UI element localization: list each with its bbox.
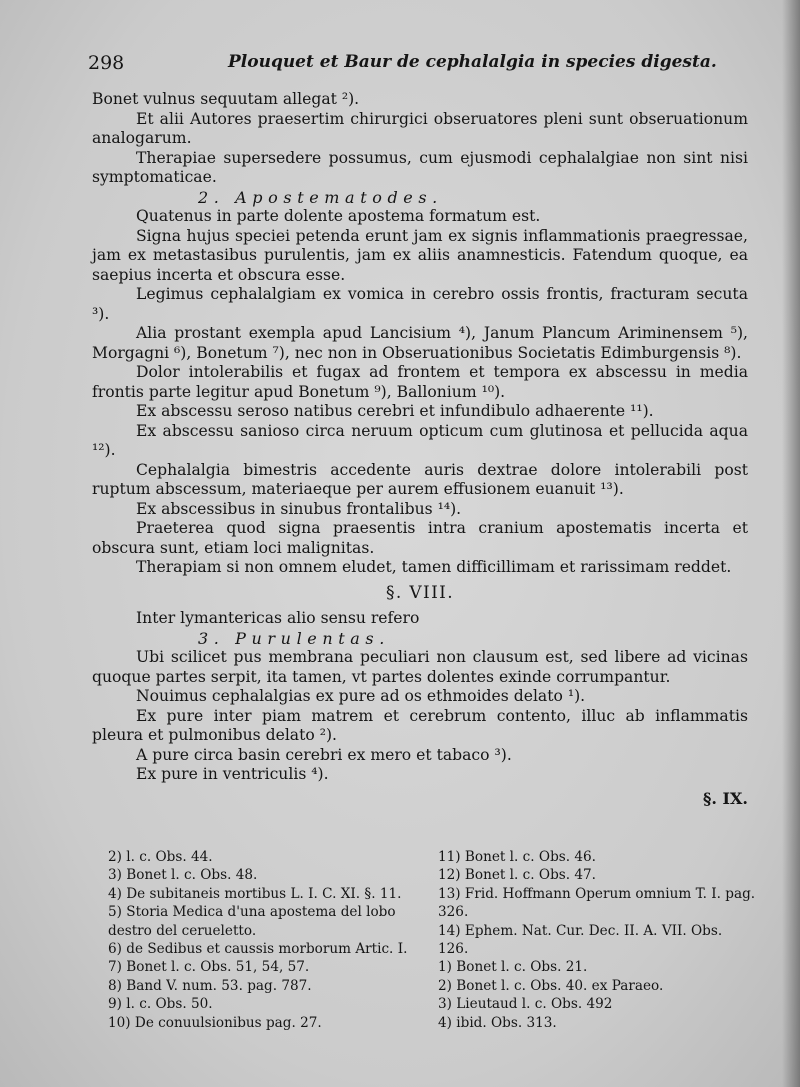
paragraph: A pure circa basin cerebri ex mero et tabaco ³). [136, 745, 512, 764]
paragraph: Et alii Autores praesertim chirurgici obseruatores pleni sunt obseruationum analogarum. [92, 109, 748, 147]
footnote: 10) De conuulsionibus pag. 27. [108, 1014, 322, 1031]
paragraph: Legimus cephalalgiam ex vomica in cerebro ossis frontis, fracturam secuta ³). [92, 285, 748, 323]
footnote: 3) Lieutaud l. c. Obs. 492 [438, 996, 613, 1013]
section-title: 2. Apostematodes. [198, 187, 443, 207]
footnote: 4) ibid. Obs. 313. [438, 1014, 557, 1031]
paragraph: Alia prostant exempla apud Lancisium ⁴), Janum Plancum Ariminensem ⁵), Morgagni ⁶), Bonetum ⁷), nec non in Obseruationibus Societatis Edimburgensis ⁸). [92, 324, 748, 362]
paragraph: Therapiae supersedere possumus, cum ejusmodi cephalalgiae non sint nisi symptomaticae. [92, 148, 748, 186]
body-text [92, 90, 748, 808]
footnotes [108, 848, 756, 1038]
page-header [88, 52, 760, 82]
footnote: 14) Ephem. Nat. Cur. Dec. II. A. VII. Obs. 126. [438, 922, 723, 958]
paragraph: Bonet vulnus sequutam allegat ²). [92, 90, 360, 108]
page-number: 298 [88, 52, 125, 74]
paragraph: Signa hujus speciei petenda erunt jam ex signis inflammationis praegressae, jam ex metastasibus purulentis, jam ex aliis anamnesticis. Fatendum quoque, ea saepius incerta et obscura esse. [92, 226, 748, 284]
paragraph: Inter lymantericas alio sensu refero [136, 609, 420, 627]
section-mark: §. VIII. [385, 582, 454, 603]
footnote: 6) de Sedibus et caussis morborum Artic. I. [108, 941, 408, 958]
paragraph: Ex abscessu seroso natibus cerebri et infundibulo adhaerente ¹¹). [136, 402, 654, 420]
running-title: Plouquet et Baur de cephalalgia in species digesta. [228, 52, 717, 72]
footnote: 9) l. c. Obs. 50. [108, 996, 213, 1013]
paragraph: Dolor intolerabilis et fugax ad frontem et tempora ex abscessu in media frontis parte legitur apud Bonetum ⁹), Ballonium ¹⁰). [92, 363, 748, 401]
footnotes-right-column [438, 848, 756, 1032]
footnote: 12) Bonet l. c. Obs. 47. [438, 867, 597, 884]
paragraph: Cephalalgia bimestris accedente auris dextrae dolore intolerabili post ruptum abscessum, materiaeque per aurem effusionem euanuit ¹³). [92, 460, 748, 498]
paragraph: Ex abscessibus in sinubus frontalibus ¹⁴). [136, 499, 462, 518]
paragraph: Ex pure in ventriculis ⁴). [136, 765, 329, 783]
page-edge-shadow [782, 0, 800, 1087]
footnote: 13) Frid. Hoffmann Operum omnium T. I. pag. 326. [438, 885, 756, 921]
section-title: 3. Purulentas. [198, 628, 390, 648]
paragraph: Ex abscessu sanioso circa neruum opticum cum glutinosa et pellucida aqua ¹²). [92, 421, 748, 459]
footnote: 1) Bonet l. c. Obs. 21. [438, 959, 588, 976]
footnote: 2) l. c. Obs. 44. [108, 849, 213, 865]
footnote: 2) Bonet l. c. Obs. 40. ex Paraeo. [438, 977, 664, 994]
paragraph: Therapiam si non omnem eludet, tamen difficillimam et rarissimam reddet. [136, 558, 732, 576]
footnote: 5) Storia Medica d'una apostema del lobo destro del cerueletto. [108, 904, 396, 939]
footnote: 11) Bonet l. c. Obs. 46. [438, 849, 597, 865]
section-mark-next: §. IX. [703, 788, 748, 808]
paragraph: Praeterea quod signa praesentis intra cranium apostematis incerta et obscura sunt, etiam loci malignitas. [92, 519, 748, 557]
paragraph: Ex pure inter piam matrem et cerebrum contento, illuc ab inflammatis pleura et pulmonibus delato ²). [92, 706, 748, 744]
footnotes-left-column [108, 848, 428, 1032]
footnote: 8) Band V. num. 53. pag. 787. [108, 977, 312, 994]
paragraph: Ubi scilicet pus membrana peculiari non clausum est, sed libere ad vicinas quoque partes serpit, ita tamen, vt partes dolentes exinde corrumpantur. [92, 648, 748, 686]
footnote: 7) Bonet l. c. Obs. 51, 54, 57. [108, 959, 310, 976]
footnote: 3) Bonet l. c. Obs. 48. [108, 867, 258, 884]
paragraph: Nouimus cephalalgias ex pure ad os ethmoides delato ¹). [136, 687, 586, 705]
footnote: 4) De subitaneis mortibus L. I. C. XI. §. 11. [108, 885, 402, 902]
paragraph: Quatenus in parte dolente apostema formatum est. [136, 207, 541, 225]
